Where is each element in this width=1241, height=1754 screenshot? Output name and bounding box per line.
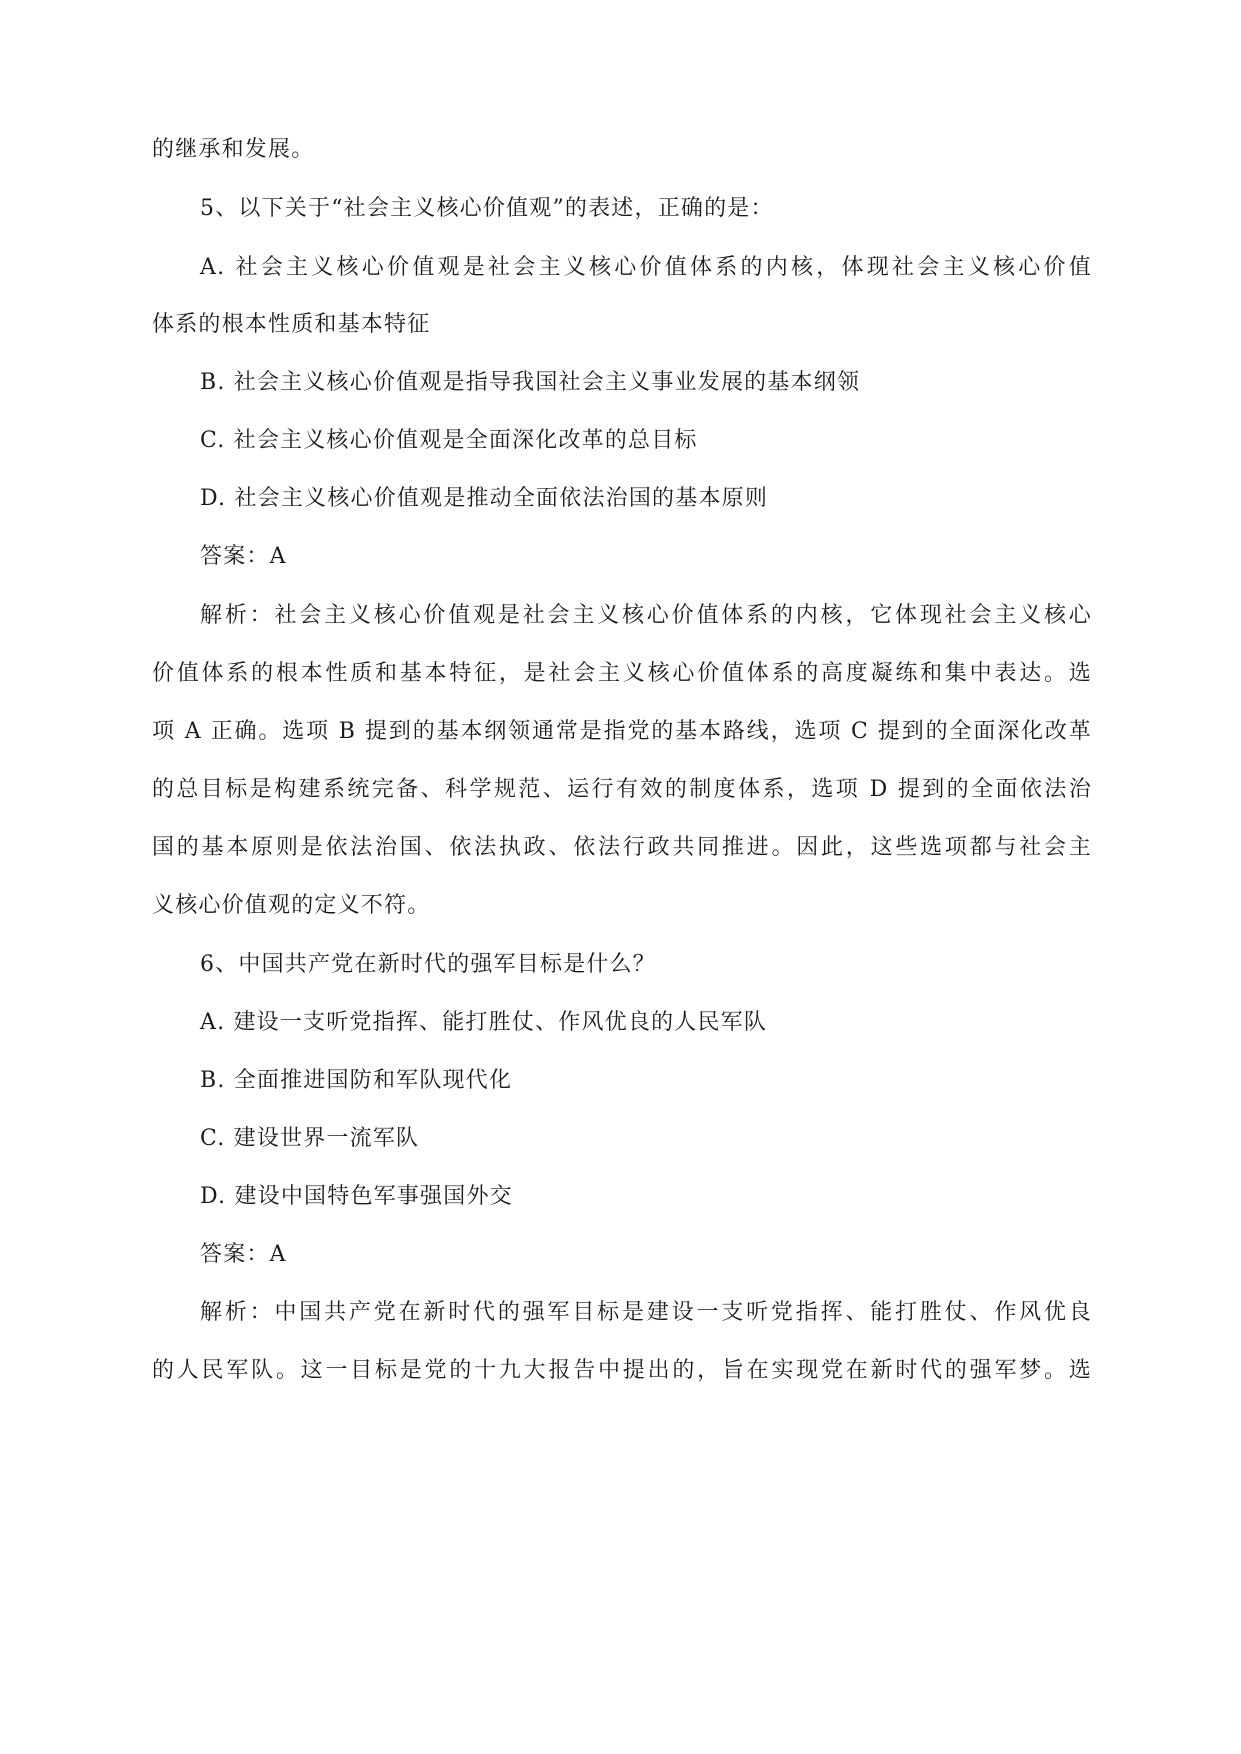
- question-5-analysis-line: 国的基本原则是依法治国、依法执政、依法行政共同推进。因此，这些选项都与社会主: [152, 835, 1092, 860]
- question-5-option-d: D. 社会主义核心价值观是推动全面依法治国的基本原则: [200, 486, 769, 511]
- question-5-analysis-line: 项 A 正确。选项 B 提到的基本纲领通常是指党的基本路线，选项 C 提到的全面深化改革: [152, 719, 1092, 744]
- question-5-option-c: C. 社会主义核心价值观是全面深化改革的总目标: [200, 428, 698, 453]
- question-6-analysis: 解析：中国共产党在新时代的强军目标是建设一支听党指挥、能打胜仗、作风优良: [200, 1300, 1092, 1325]
- question-6-answer: 答案：A: [200, 1242, 287, 1267]
- question-6-option-a: A. 建设一支听党指挥、能打胜仗、作风优良的人民军队: [200, 1010, 768, 1035]
- question-5-analysis-line: 义核心价值观的定义不符。: [152, 893, 431, 918]
- question-5-option-a: A. 社会主义核心价值观是社会主义核心价值体系的内核，体现社会主义核心价值: [200, 255, 1092, 280]
- question-5-option-a-cont: 体系的根本性质和基本特征: [152, 312, 431, 337]
- question-5-analysis: 解析：社会主义核心价值观是社会主义核心价值体系的内核，它体现社会主义核心: [200, 603, 1092, 628]
- question-6-option-c: C. 建设世界一流军队: [200, 1126, 420, 1151]
- question-6-option-d: D. 建设中国特色军事强国外交: [200, 1184, 513, 1209]
- question-6-analysis-line: 的人民军队。这一目标是党的十九大报告中提出的，旨在实现党在新时代的强军梦。选: [152, 1358, 1092, 1383]
- question-6-option-b: B. 全面推进国防和军队现代化: [200, 1068, 513, 1093]
- question-5-analysis-line: 价值体系的根本性质和基本特征，是社会主义核心价值体系的高度凝练和集中表达。选: [152, 661, 1092, 686]
- question-5-analysis-line: 的总目标是构建系统完备、科学规范、运行有效的制度体系，选项 D 提到的全面依法治: [152, 777, 1092, 802]
- text-line: 的继承和发展。: [152, 137, 315, 162]
- question-5-answer: 答案：A: [200, 544, 287, 569]
- question-5-title: 5、以下关于“社会主义核心价值观”的表述，正确的是：: [200, 196, 774, 221]
- question-5-option-b: B. 社会主义核心价值观是指导我国社会主义事业发展的基本纲领: [200, 370, 861, 395]
- question-6-title: 6、中国共产党在新时代的强军目标是什么？: [200, 952, 656, 977]
